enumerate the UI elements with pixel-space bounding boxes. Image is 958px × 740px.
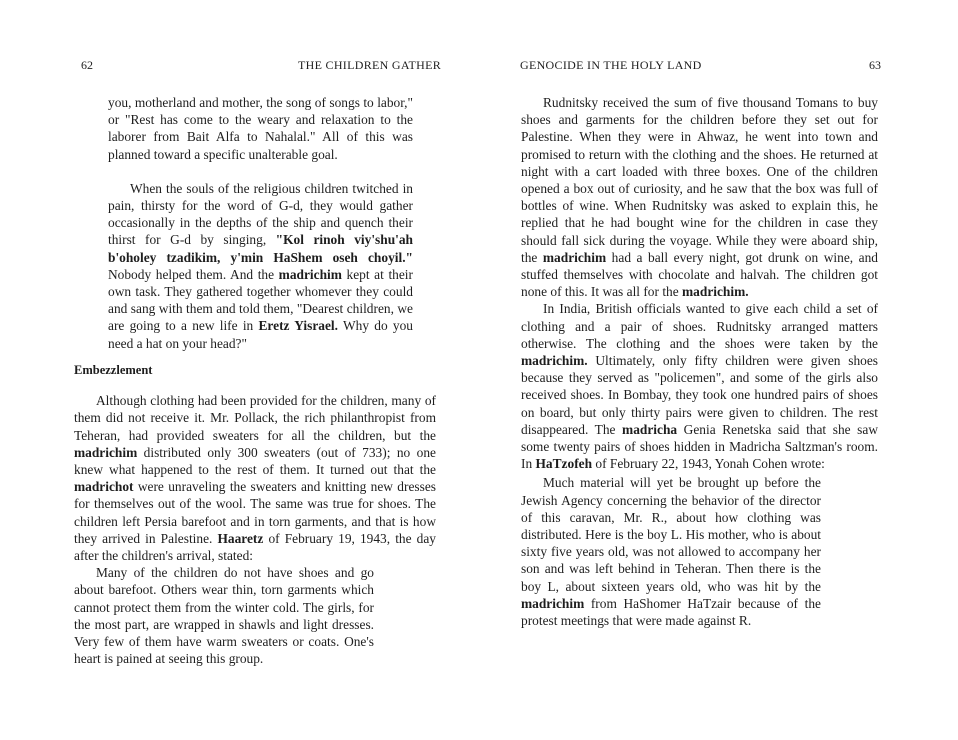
paragraph: Although clothing had been provided for the children, many of them did not receive it. Mr. Pollack, the rich philanthropist from Teheran, had provided sweaters for all the children, but the madrichim distributed only 300 sweaters (out of 733); no one knew what happened to the rest of them. It turned out that the madrichot were unraveling the sweaters and knitting new dresses for themselves out of the wool. The same was true for shoes. The children left Persia barefoot and in torn garments, and that is how they arrived in Palestine. Haaretz of February 19, 1943, the day after the children's arrival, stated: (74, 393, 436, 564)
paragraph: In India, British officials wanted to give each child a set of clothing and a pair of shoes. Rudnitsky arranged matters otherwise. The clothing and the shoes were taken by the madrichim. Ultimately, only fifty children were given shoes because they served as "policemen", and some of the girls also received shoes. In Bombay, they took one hundred pairs of shoes on board, but only thirty pairs were given to children. The rest disappeared. The madricha Genia Renetska said that she saw some twenty pairs of shoes hidden in Madricha Saltzman's room. In HaTzofeh of February 22, 1943, Yonah Cohen wrote: (521, 301, 878, 472)
section-heading: Embezzlement (74, 363, 153, 377)
page-number: 62 (81, 58, 93, 72)
main-passage (521, 94, 878, 629)
block-quote: Many of the children do not have shoes and go about barefoot. Others wear thin, torn garments which cannot protect them from the winter cold. The girls, for the most part, are wrapped in shawls and light dresses. Very few of them have warm sweaters or coats. One's heart is pained at seeing this group. (74, 565, 374, 667)
paragraph: you, motherland and mother, the song of songs to labor," or "Rest has come to the weary and relaxation to the laborer from Bait Alfa to Nahalal." All of this was planned toward a specific unalterable goal. (108, 95, 413, 162)
right-page (479, 0, 958, 740)
opening-passage (108, 94, 413, 352)
paragraph: Rudnitsky received the sum of five thousand Tomans to buy shoes and garments for the children before they set out for Palestine. When they were in Ahwaz, he went into town and promised to return with the clothing and the shoes. He returned at night with a cart loaded with three boxes. One of the children opened a box out of curiosity, and he saw that the box was full of bottles of wine. When Rudnitsky was asked to explain this, he replied that he had bought wine for the children in case they should fall sick during the voyage. While they were aboard ship, the madrichim had a ball every night, got drunk on wine, and stuffed themselves with chocolate and halvah. The children got none of this. It was all for the madrichim. (521, 95, 878, 300)
page-number: 63 (869, 58, 881, 72)
paragraph: When the souls of the religious children twitched in pain, thirsty for the word of G-d, they would gather occasionally in the depths of the ship and quench their thirst for G-d by singing, "Kol rinoh viy'shu'ah b'oholey tzadikim, y'min HaShem oseh choyil." Nobody helped them. And the madrichim kept at their own task. They gathered together whomever they could and sang with them and told them, "Dearest children, we are going to a new life in Eretz Yisrael. Why do you need a hat on your head?" (108, 180, 414, 351)
running-head: GENOCIDE IN THE HOLY LAND (520, 58, 702, 72)
embezzlement-section (74, 362, 436, 667)
block-quote: Much material will yet be brought up before the Jewish Agency concerning the behavior of the director of this caravan, Mr. R., about how clothing was distributed. Here is the boy L. His mother, who is about sixty five years old, was not allowed to accompany her son and was left behind in Teheran. Then there is the boy L, about sixteen years old, who was hit by the madrichim from HaShomer HaTzair because of the protest meetings that were made against R. (521, 475, 821, 629)
running-head: THE CHILDREN GATHER (298, 58, 442, 72)
